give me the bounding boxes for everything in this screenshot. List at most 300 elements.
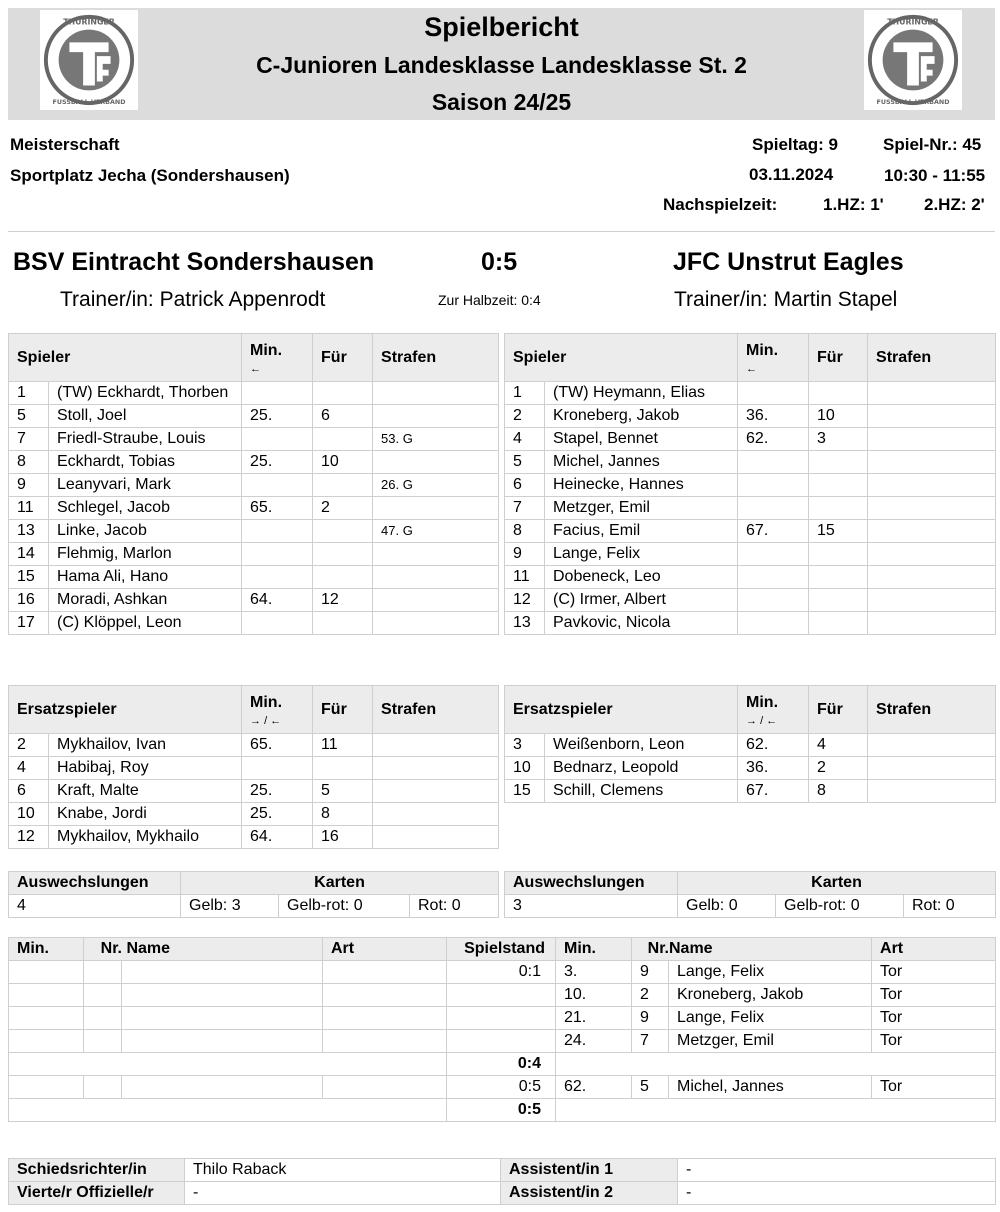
sub-minute (242, 474, 313, 497)
away-yellowred-count: Gelb-rot: 0 (776, 895, 904, 918)
event-minute: 21. (556, 1007, 632, 1030)
col-header-min: Min. ← (738, 334, 809, 382)
blank-cell (556, 1053, 996, 1076)
home-event-cell (9, 1076, 84, 1099)
sub-for: 5 (313, 780, 373, 803)
home-yellow-count: Gelb: 3 (181, 895, 279, 918)
col-header-karten: Karten (678, 872, 996, 895)
assistant2-label: Assistent/in 2 (501, 1182, 678, 1205)
col-header-spielstand: Spielstand (447, 938, 556, 961)
col-header-fuer: Für (313, 686, 373, 734)
player-row (9, 428, 499, 451)
penalty (868, 382, 996, 405)
sub-for: 11 (313, 734, 373, 757)
penalty (868, 566, 996, 589)
penalty (868, 497, 996, 520)
sub-for (809, 566, 868, 589)
player-row (9, 589, 499, 612)
player-name: Hama Ali, Hano (49, 566, 242, 589)
event-player-name: Metzger, Emil (669, 1030, 872, 1053)
player-row (505, 428, 996, 451)
player-row (505, 734, 996, 757)
penalty: 47. G (373, 520, 499, 543)
penalty (868, 543, 996, 566)
col-header-strafen: Strafen (868, 334, 996, 382)
col-header-strafen: Strafen (373, 686, 499, 734)
sub-minute (738, 589, 809, 612)
player-row (9, 405, 499, 428)
sub-minute: 64. (242, 589, 313, 612)
away-summary-table (504, 871, 996, 918)
home-event-cell (84, 984, 122, 1007)
event-player-name: Lange, Felix (669, 961, 872, 984)
player-name: Dobeneck, Leo (545, 566, 738, 589)
sub-minute: 25. (242, 405, 313, 428)
home-event-cell (84, 1030, 122, 1053)
player-number: 5 (9, 405, 49, 428)
player-name: (C) Irmer, Albert (545, 589, 738, 612)
col-header-strafen: Strafen (373, 334, 499, 382)
sub-minute (738, 497, 809, 520)
sub-minute: 67. (738, 520, 809, 543)
col-header-min: Min. → / ← (242, 686, 313, 734)
home-event-cell (323, 1030, 447, 1053)
player-name: Mykhailov, Ivan (49, 734, 242, 757)
player-name: Habibaj, Roy (49, 757, 242, 780)
home-yellowred-count: Gelb-rot: 0 (279, 895, 410, 918)
league-name: C-Junioren Landesklasse Landesklasse St. 2 (256, 52, 747, 78)
player-row (9, 497, 499, 520)
home-event-cell (323, 1076, 447, 1099)
running-score (447, 1030, 556, 1053)
home-event-cell (122, 1030, 323, 1053)
running-score: 0:4 (447, 1053, 556, 1076)
player-number: 1 (505, 382, 545, 405)
player-row (505, 757, 996, 780)
player-row (9, 757, 499, 780)
player-name: Mykhailov, Mykhailo (49, 826, 242, 849)
penalty (373, 589, 499, 612)
player-row (9, 826, 499, 849)
player-name: Bednarz, Leopold (545, 757, 738, 780)
svg-text:FUSSBALL-VERBAND: FUSSBALL-VERBAND (876, 98, 950, 107)
player-row (9, 566, 499, 589)
player-number: 3 (505, 734, 545, 757)
player-number: 16 (9, 589, 49, 612)
player-name: Stapel, Bennet (545, 428, 738, 451)
player-row (9, 612, 499, 635)
player-row (9, 803, 499, 826)
sub-minute (242, 428, 313, 451)
home-team: BSV Eintracht Sondershausen (13, 248, 375, 276)
penalty (373, 734, 499, 757)
col-header-spieler: Spieler (9, 334, 242, 382)
event-player-name: Kroneberg, Jakob (669, 984, 872, 1007)
col-header-min: Min. (556, 938, 632, 961)
player-row (505, 780, 996, 803)
sub-for: 10 (313, 451, 373, 474)
away-players-table (504, 333, 996, 635)
player-number: 7 (505, 497, 545, 520)
away-team: JFC Unstrut Eagles (673, 248, 904, 276)
event-type: Tor (872, 1076, 996, 1099)
sub-minute (738, 566, 809, 589)
stoppage-label: Nachspielzeit: (663, 195, 778, 214)
sub-for (313, 612, 373, 635)
sub-for: 2 (809, 757, 868, 780)
player-number: 2 (505, 405, 545, 428)
away-red-count: Rot: 0 (904, 895, 996, 918)
sub-minute (738, 451, 809, 474)
penalty (373, 451, 499, 474)
col-header-fuer: Für (313, 334, 373, 382)
col-header-art: Art (323, 938, 447, 961)
penalty (373, 826, 499, 849)
away-subs-table (504, 685, 996, 803)
sub-minute (242, 520, 313, 543)
sub-minute: 25. (242, 803, 313, 826)
penalty (868, 612, 996, 635)
player-name: Michel, Jannes (545, 451, 738, 474)
sub-for (809, 451, 868, 474)
player-number: 8 (505, 520, 545, 543)
match-time: 10:30 - 11:55 (884, 166, 986, 185)
svg-text:THÜRINGER: THÜRINGER (63, 17, 115, 27)
running-score (447, 984, 556, 1007)
sub-for (809, 589, 868, 612)
player-name: Lange, Felix (545, 543, 738, 566)
venue: Sportplatz Jecha (Sondershausen) (10, 166, 290, 185)
player-row (505, 405, 996, 428)
col-header-ersatzspieler: Ersatzspieler (9, 686, 242, 734)
report-header (8, 8, 995, 120)
player-number: 17 (9, 612, 49, 635)
player-number: 8 (9, 451, 49, 474)
blank-cell (9, 1099, 447, 1122)
matchday: Spieltag: 9 (752, 135, 838, 154)
player-name: Metzger, Emil (545, 497, 738, 520)
home-event-cell (84, 961, 122, 984)
event-row (9, 1007, 996, 1030)
sub-for (313, 428, 373, 451)
player-name: (TW) Heymann, Elias (545, 382, 738, 405)
referee-label: Schiedsrichter/in (9, 1159, 185, 1182)
home-summary-table (8, 871, 499, 918)
sub-minute: 67. (738, 780, 809, 803)
assistant2-name: - (678, 1182, 996, 1205)
assistant1-label: Assistent/in 1 (501, 1159, 678, 1182)
home-coach: Trainer/in: Patrick Appenrodt (60, 288, 326, 311)
halftime-score: Zur Halbzeit: 0:4 (438, 292, 541, 308)
sub-minute: 25. (242, 451, 313, 474)
sub-minute (738, 612, 809, 635)
event-minute: 10. (556, 984, 632, 1007)
penalty (868, 451, 996, 474)
sub-minute (242, 612, 313, 635)
player-row (9, 734, 499, 757)
player-number: 5 (505, 451, 545, 474)
home-event-cell (9, 984, 84, 1007)
event-type: Tor (872, 1030, 996, 1053)
player-name: Heinecke, Hannes (545, 474, 738, 497)
player-number: 11 (505, 566, 545, 589)
player-row (505, 543, 996, 566)
penalty (373, 543, 499, 566)
sub-for (809, 497, 868, 520)
season: Saison 24/25 (431, 89, 572, 115)
penalty (373, 382, 499, 405)
player-name: Leanyvari, Mark (49, 474, 242, 497)
sub-for (313, 520, 373, 543)
running-score: 0:5 (447, 1099, 556, 1122)
event-type: Tor (872, 984, 996, 1007)
assistant1-name: - (678, 1159, 996, 1182)
home-event-cell (84, 1007, 122, 1030)
col-header-karten: Karten (181, 872, 499, 895)
event-player-number: 9 (632, 961, 669, 984)
sub-for: 12 (313, 589, 373, 612)
home-event-cell (9, 961, 84, 984)
report-title: Spielbericht (424, 12, 579, 42)
sub-for: 8 (809, 780, 868, 803)
player-row (9, 780, 499, 803)
penalty (868, 757, 996, 780)
col-header-nr-name: Nr. Name (84, 938, 323, 961)
sub-minute: 36. (738, 757, 809, 780)
sub-for: 10 (809, 405, 868, 428)
home-event-cell (323, 961, 447, 984)
home-event-cell (9, 1007, 84, 1030)
penalty (373, 566, 499, 589)
home-sub-count: 4 (9, 895, 181, 918)
player-name: Weißenborn, Leon (545, 734, 738, 757)
player-name: (TW) Eckhardt, Thorben (49, 382, 242, 405)
sub-minute (738, 543, 809, 566)
player-name: Schlegel, Jacob (49, 497, 242, 520)
sub-minute: 36. (738, 405, 809, 428)
player-number: 4 (505, 428, 545, 451)
match-number: Spiel-Nr.: 45 (883, 135, 982, 154)
event-row (9, 961, 996, 984)
col-header-fuer: Für (809, 334, 868, 382)
stoppage-second-half: 2.HZ: 2' (924, 195, 985, 214)
penalty (373, 405, 499, 428)
col-header-min: Min. (9, 938, 84, 961)
event-player-name: Michel, Jannes (669, 1076, 872, 1099)
penalty (868, 589, 996, 612)
sub-minute: 25. (242, 780, 313, 803)
player-number: 13 (9, 520, 49, 543)
player-name: Moradi, Ashkan (49, 589, 242, 612)
event-player-number: 5 (632, 1076, 669, 1099)
event-minute: 62. (556, 1076, 632, 1099)
blank-cell (9, 1053, 447, 1076)
player-number: 9 (9, 474, 49, 497)
player-number: 6 (505, 474, 545, 497)
home-event-cell (9, 1030, 84, 1053)
home-event-cell (122, 961, 323, 984)
player-row (505, 474, 996, 497)
player-number: 15 (505, 780, 545, 803)
penalty (373, 612, 499, 635)
player-number: 9 (505, 543, 545, 566)
player-number: 14 (9, 543, 49, 566)
player-row (9, 451, 499, 474)
player-number: 15 (9, 566, 49, 589)
penalty (373, 803, 499, 826)
player-number: 10 (505, 757, 545, 780)
penalty (868, 780, 996, 803)
sub-for: 15 (809, 520, 868, 543)
sub-for (313, 757, 373, 780)
player-name: Kroneberg, Jakob (545, 405, 738, 428)
player-name: Eckhardt, Tobias (49, 451, 242, 474)
sub-minute (242, 382, 313, 405)
event-minute: 3. (556, 961, 632, 984)
sub-minute: 64. (242, 826, 313, 849)
penalty (868, 474, 996, 497)
player-name: Flehmig, Marlon (49, 543, 242, 566)
score-total-row (9, 1099, 996, 1122)
player-name: Friedl-Straube, Louis (49, 428, 242, 451)
event-player-number: 9 (632, 1007, 669, 1030)
home-red-count: Rot: 0 (410, 895, 499, 918)
running-score: 0:5 (447, 1076, 556, 1099)
event-row (9, 984, 996, 1007)
col-header-auswechslungen: Auswechslungen (9, 872, 181, 895)
final-score: 0:5 (481, 248, 518, 276)
away-coach: Trainer/in: Martin Stapel (674, 288, 898, 311)
sub-for: 3 (809, 428, 868, 451)
sub-minute (738, 474, 809, 497)
player-row (505, 451, 996, 474)
sub-for: 8 (313, 803, 373, 826)
event-player-name: Lange, Felix (669, 1007, 872, 1030)
player-row (505, 382, 996, 405)
player-name: Knabe, Jordi (49, 803, 242, 826)
sub-for (809, 543, 868, 566)
player-name: Pavkovic, Nicola (545, 612, 738, 635)
penalty (373, 780, 499, 803)
home-event-cell (323, 1007, 447, 1030)
running-score: 0:1 (447, 961, 556, 984)
player-number: 6 (9, 780, 49, 803)
penalty: 26. G (373, 474, 499, 497)
penalty (868, 428, 996, 451)
penalty (868, 520, 996, 543)
player-row (505, 520, 996, 543)
player-row (9, 382, 499, 405)
divider (8, 231, 995, 232)
penalty (373, 757, 499, 780)
penalty (373, 497, 499, 520)
competition: Meisterschaft (10, 135, 120, 154)
player-row (505, 589, 996, 612)
player-row (505, 566, 996, 589)
sub-for (809, 612, 868, 635)
event-row (9, 1030, 996, 1053)
sub-for: 2 (313, 497, 373, 520)
referee-name: Thilo Raback (185, 1159, 501, 1182)
col-header-fuer: Für (809, 686, 868, 734)
player-number: 12 (9, 826, 49, 849)
home-event-cell (122, 984, 323, 1007)
sub-minute: 65. (242, 497, 313, 520)
event-player-number: 2 (632, 984, 669, 1007)
player-row (505, 497, 996, 520)
home-event-cell (323, 984, 447, 1007)
col-header-ersatzspieler: Ersatzspieler (505, 686, 738, 734)
penalty: 53. G (373, 428, 499, 451)
col-header-spieler: Spieler (505, 334, 738, 382)
sub-for: 4 (809, 734, 868, 757)
sub-for (809, 474, 868, 497)
running-score (447, 1007, 556, 1030)
col-header-strafen: Strafen (868, 686, 996, 734)
sub-for (313, 474, 373, 497)
sub-minute (242, 566, 313, 589)
sub-minute (242, 757, 313, 780)
event-minute: 24. (556, 1030, 632, 1053)
player-name: Schill, Clemens (545, 780, 738, 803)
player-name: Linke, Jacob (49, 520, 242, 543)
player-number: 4 (9, 757, 49, 780)
fourth-official-name: - (185, 1182, 501, 1205)
sub-minute (738, 382, 809, 405)
svg-text:THÜRINGER: THÜRINGER (887, 17, 939, 27)
player-row (9, 474, 499, 497)
blank-cell (556, 1099, 996, 1122)
officials-table (8, 1158, 996, 1205)
sub-minute: 65. (242, 734, 313, 757)
player-number: 11 (9, 497, 49, 520)
svg-text:FUSSBALL-VERBAND: FUSSBALL-VERBAND (52, 98, 126, 107)
sub-for (313, 543, 373, 566)
fourth-official-label: Vierte/r Offizielle/r (9, 1182, 185, 1205)
penalty (868, 734, 996, 757)
home-players-table (8, 333, 499, 635)
player-name: Facius, Emil (545, 520, 738, 543)
player-name: Kraft, Malte (49, 780, 242, 803)
match-date: 03.11.2024 (749, 165, 834, 184)
event-player-number: 7 (632, 1030, 669, 1053)
home-event-cell (122, 1007, 323, 1030)
away-yellow-count: Gelb: 0 (678, 895, 776, 918)
sub-for (313, 566, 373, 589)
player-number: 10 (9, 803, 49, 826)
player-number: 2 (9, 734, 49, 757)
away-sub-count: 3 (505, 895, 678, 918)
col-header-min: Min. → / ← (738, 686, 809, 734)
col-header-art: Art (872, 938, 996, 961)
col-header-auswechslungen: Auswechslungen (505, 872, 678, 895)
player-row (9, 543, 499, 566)
score-total-row (9, 1053, 996, 1076)
event-row (9, 1076, 996, 1099)
sub-for: 16 (313, 826, 373, 849)
player-name: Stoll, Joel (49, 405, 242, 428)
events-table (8, 937, 996, 1122)
home-event-cell (84, 1076, 122, 1099)
event-type: Tor (872, 1007, 996, 1030)
player-number: 12 (505, 589, 545, 612)
sub-minute: 62. (738, 734, 809, 757)
sub-for: 6 (313, 405, 373, 428)
home-event-cell (122, 1076, 323, 1099)
stoppage-first-half: 1.HZ: 1' (823, 195, 884, 214)
home-subs-table (8, 685, 499, 849)
col-header-min: Min. ← (242, 334, 313, 382)
